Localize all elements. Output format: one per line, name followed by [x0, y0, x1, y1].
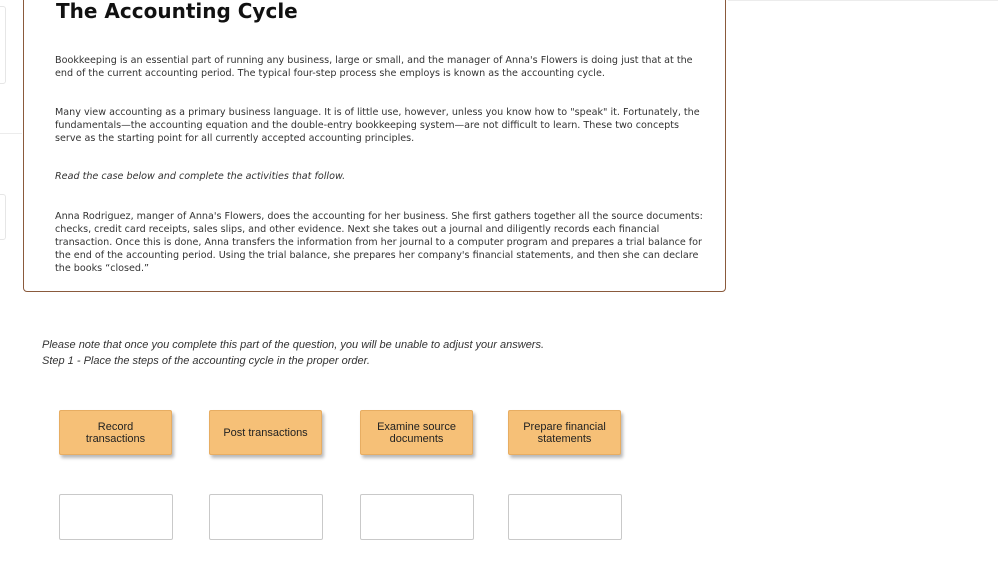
top-divider [728, 0, 998, 1]
directions-text: Read the case below and complete the activities that follow. [55, 171, 346, 182]
case-title: The Accounting Cycle [56, 0, 298, 23]
left-edge-panel [0, 194, 6, 240]
drop-slot-1[interactable] [59, 494, 173, 540]
left-edge-divider [0, 133, 22, 134]
drop-slot-2[interactable] [209, 494, 323, 540]
answer-lock-note: Please note that once you complete this part of the question, you will be unable to adjust your answers. [42, 339, 545, 351]
card-post-transactions[interactable]: Post transactions [209, 410, 322, 455]
case-panel [23, 0, 726, 292]
drop-slot-3[interactable] [360, 494, 474, 540]
card-examine-source-documents[interactable]: Examine source documents [360, 410, 473, 455]
card-record-transactions[interactable]: Record transactions [59, 410, 172, 455]
case-paragraph: Anna Rodriguez, manger of Anna's Flowers, does the accounting for her business. She first gathers together all the source documents: checks, credit card receipts, sales slips, and other evidence. Next she takes out a journal and diligently records each financial transaction. Once this is done, Anna transfers the information from her journal to a computer program and prepares a trial balance for the end of the accounting period. Using the trial balance, she prepares her company's financial statements, and then she can declare the books “closed.” [55, 211, 703, 274]
drop-slot-4[interactable] [508, 494, 622, 540]
step-instruction: Step 1 - Place the steps of the accounting cycle in the proper order. [42, 355, 370, 367]
left-edge-panel [0, 6, 6, 84]
intro-paragraph: Bookkeeping is an essential part of running any business, large or small, and the manager of Anna's Flowers is doing just that at the end of the current accounting period. The typical four-step process she employs is known as the accounting cycle. [55, 55, 693, 79]
concept-paragraph: Many view accounting as a primary business language. It is of little use, however, unless you know how to "speak" it. Fortunately, the fundamentals—the accounting equation and the double-entry bookkeeping system—are not difficult to learn. These two concepts serve as the starting point for all currently accepted accounting principles. [55, 107, 700, 144]
card-prepare-financial-statements[interactable]: Prepare financial statements [508, 410, 621, 455]
